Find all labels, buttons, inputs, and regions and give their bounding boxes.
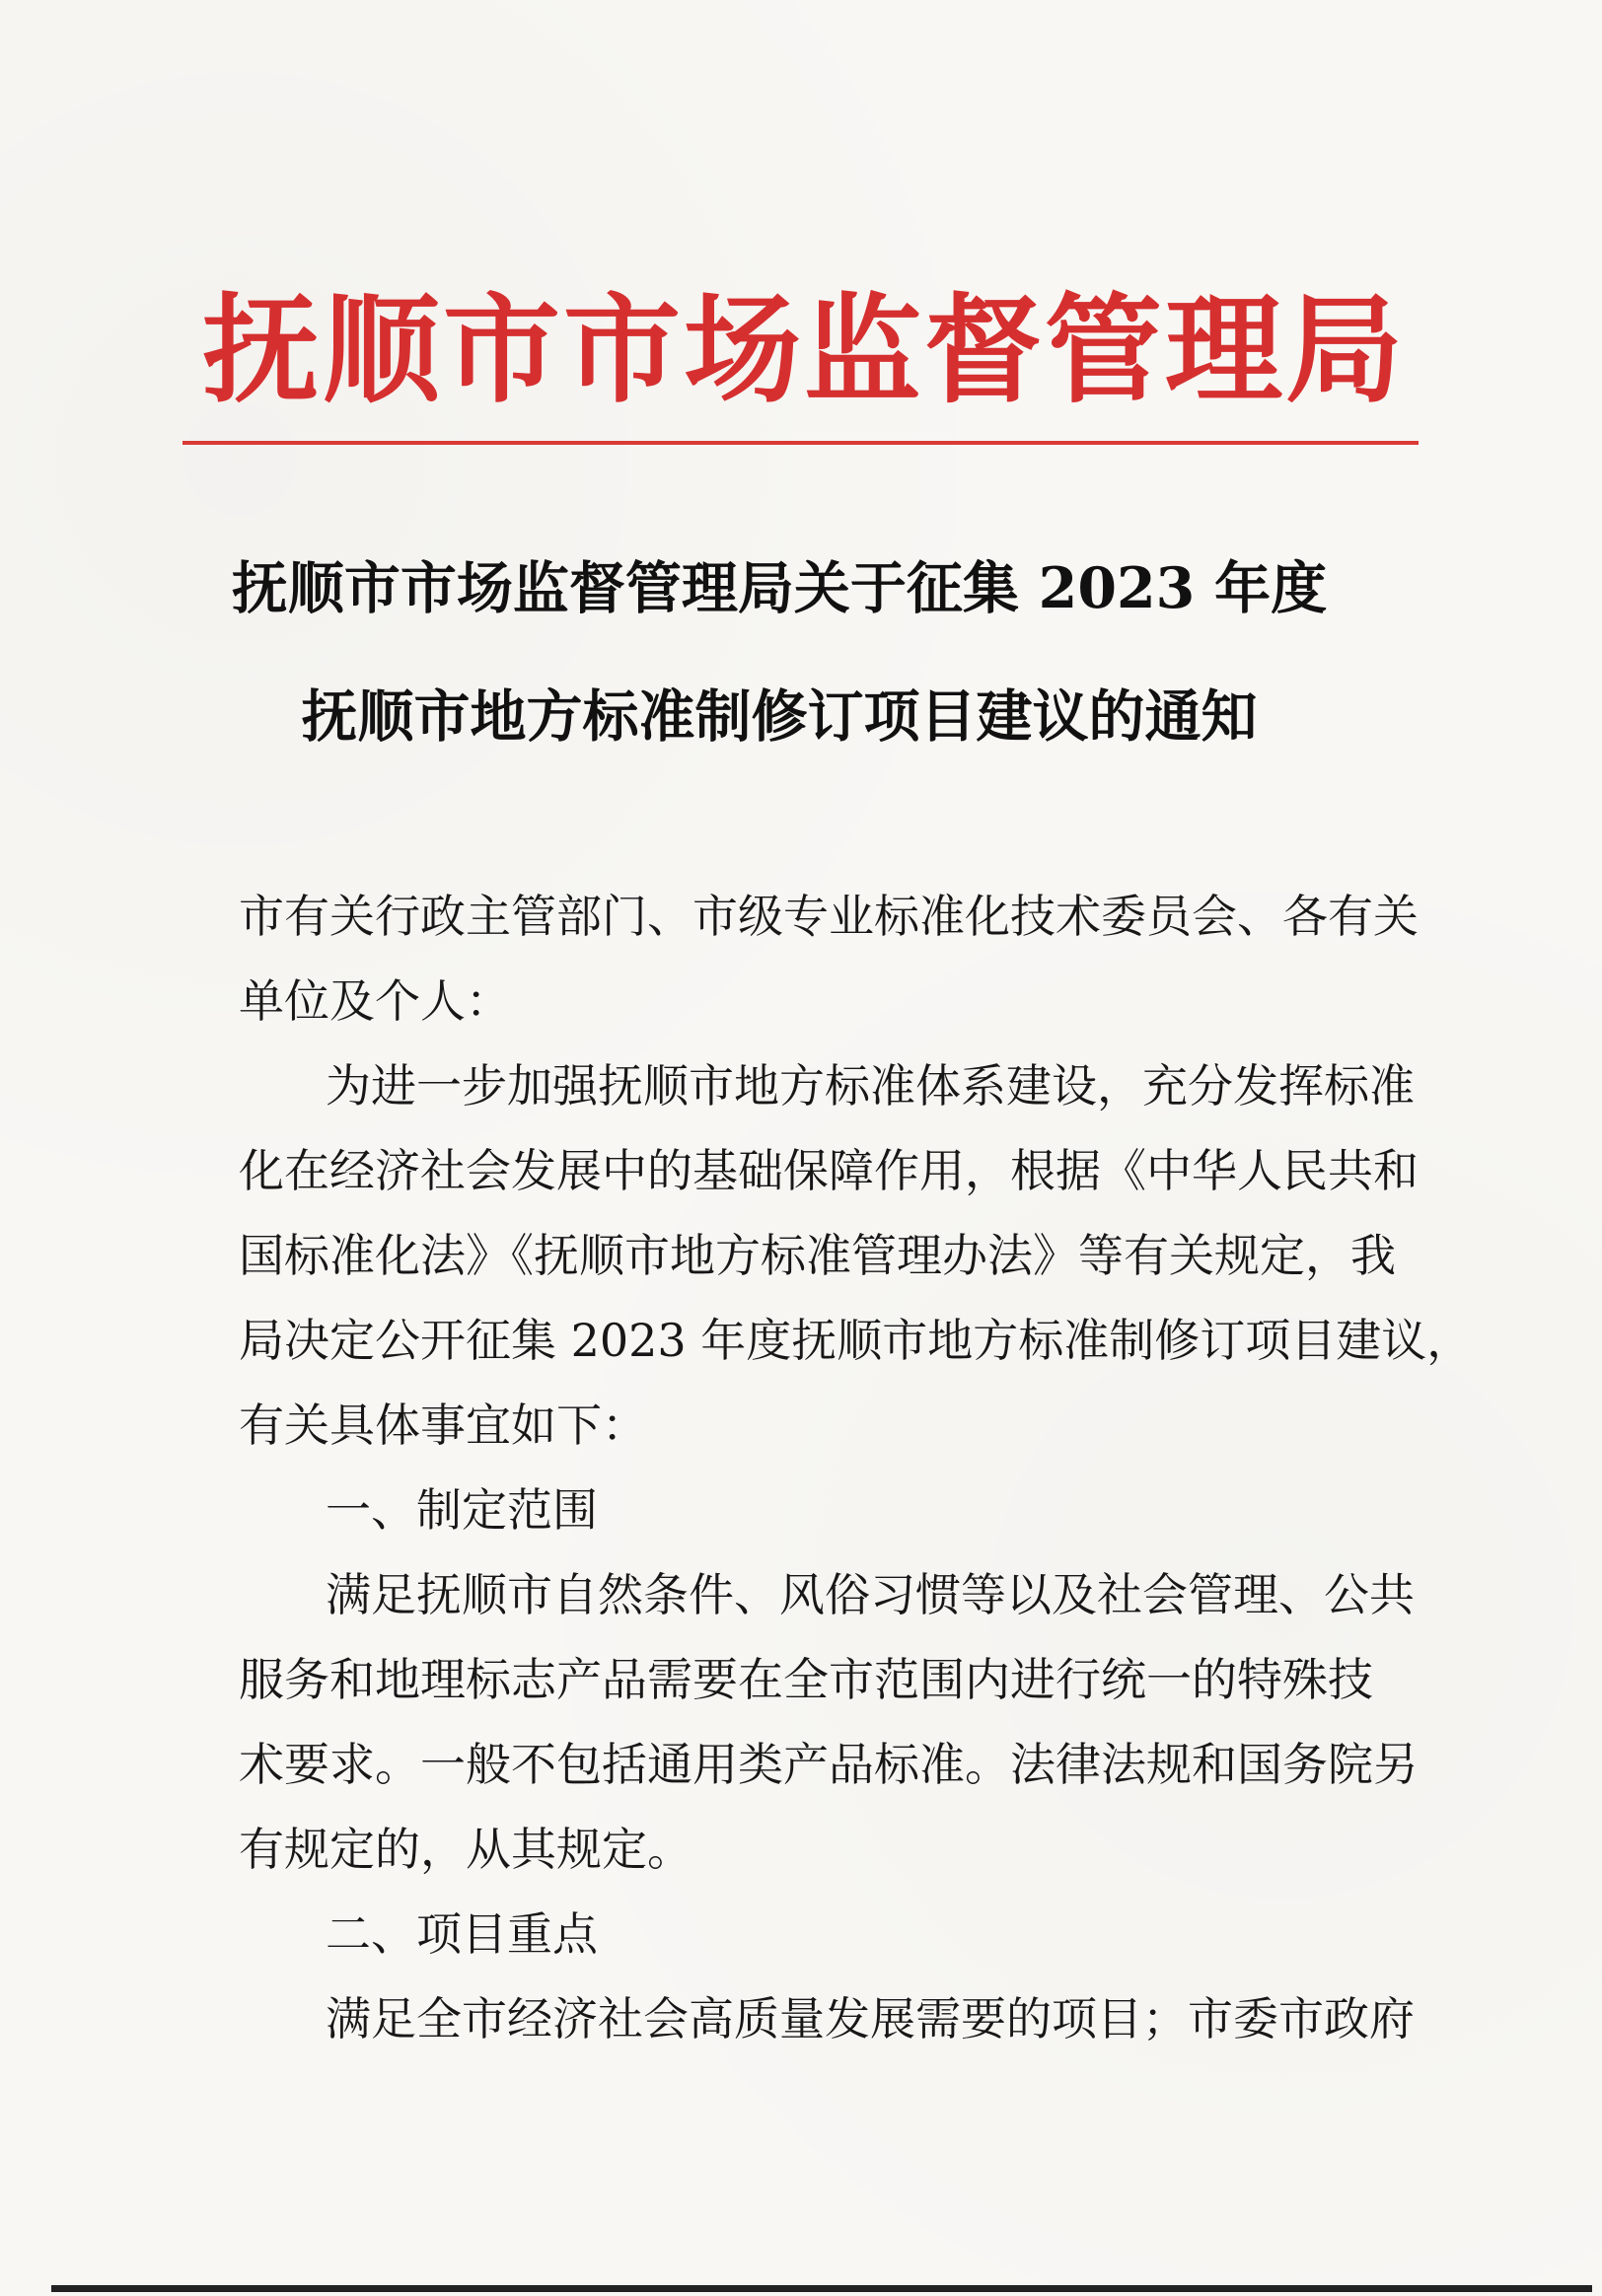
scope-line-4: 有规定的，从其规定。 <box>239 1823 692 1876</box>
paragraph-1-line-1: 为进一步加强抚顺市地方标准体系建设，充分发挥标准 <box>326 1059 1415 1112</box>
scope-line-1: 满足抚顺市自然条件、风俗习惯等以及社会管理、公共 <box>326 1568 1415 1621</box>
section-heading-scope: 一、制定范围 <box>326 1483 598 1537</box>
scope-line-2: 服务和地理标志产品需要在全市范围内进行统一的特殊技 <box>239 1653 1373 1706</box>
bottom-page-edge-rule <box>51 2285 1592 2292</box>
addressee-line-1: 市有关行政主管部门、市级专业标准化技术委员会、各有关 <box>239 890 1419 943</box>
scope-line-3: 术要求。一般不包括通用类产品标准。法律法规和国务院另 <box>239 1738 1419 1791</box>
header-red-rule <box>182 441 1419 445</box>
document-title-line-1: 抚顺市市场监督管理局关于征集 2023 年度 <box>231 555 1328 621</box>
paragraph-1-line-4: 局决定公开征集 2023 年度抚顺市地方标准制修订项目建议， <box>239 1314 1473 1367</box>
paragraph-1-line-2: 化在经济社会发展中的基础保障作用，根据《中华人民共和 <box>239 1144 1419 1197</box>
organization-header: 抚顺市市场监督管理局 <box>202 281 1406 419</box>
document-title-line-2: 抚顺市地方标准制修订项目建议的通知 <box>301 683 1258 750</box>
paragraph-1-line-5: 有关具体事宜如下： <box>239 1399 647 1452</box>
project-focus-line-1: 满足全市经济社会高质量发展需要的项目；市委市政府 <box>326 1992 1415 2045</box>
addressee-line-2: 单位及个人： <box>239 974 511 1028</box>
paragraph-1-line-3: 国标准化法》《抚顺市地方标准管理办法》等有关规定，我 <box>239 1229 1396 1282</box>
section-heading-project-focus: 二、项目重点 <box>326 1907 598 1961</box>
